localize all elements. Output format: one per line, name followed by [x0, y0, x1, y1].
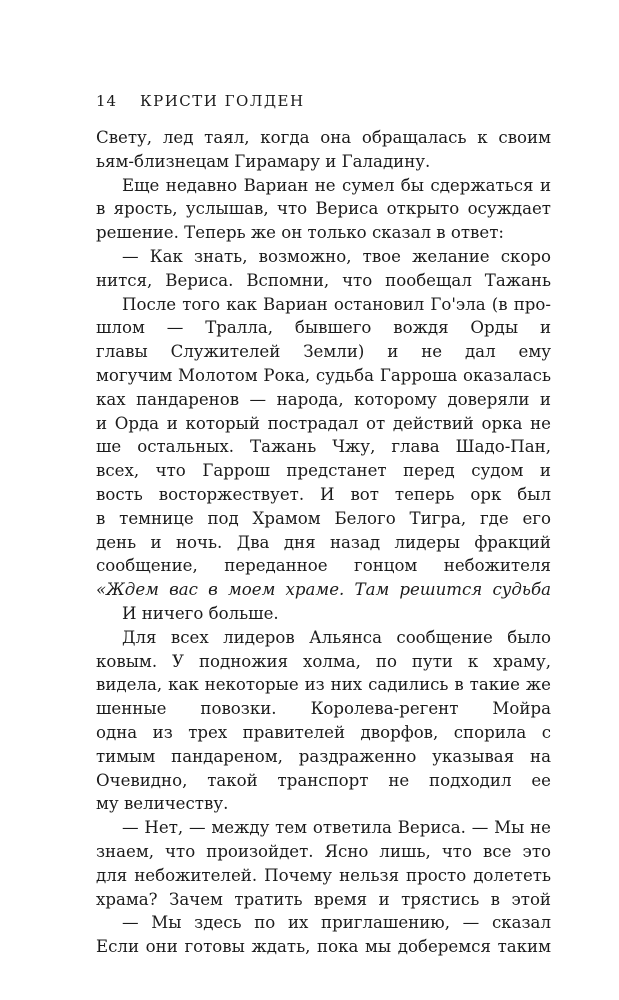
book-page [96, 88, 551, 959]
paragraph-5 [96, 602, 551, 626]
text-line: в темнице под Храмом Белого Тигра, где его [96, 508, 551, 528]
text-line: всех, что Гаррош предстанет перед судом и [96, 461, 551, 481]
text-line: решение. Теперь же он только сказал в ответ: [96, 223, 504, 243]
text-line: сообщение, переданное гонцом небожителя [96, 556, 551, 576]
text-line: знаем, что произойдет. Ясно лишь, что все это [96, 841, 551, 861]
text-line: нится, Вериса. Вспомни, что пообещал Тажань [96, 270, 551, 290]
body-text [96, 126, 551, 959]
text-line: вость восторжествует. И вот теперь орк был [96, 484, 551, 504]
text-line: видела, как некоторые из них садились в такие же [96, 675, 551, 695]
paragraph-8 [96, 911, 551, 959]
text-line: день и ночь. Два дня назад лидеры фракций [96, 532, 551, 552]
text-line: ковым. У подножия холма, по пути к храму, [96, 651, 551, 671]
text-line: му величеству. [96, 794, 229, 814]
text-line: ках пандаренов — народа, которому доверяли и [96, 389, 551, 409]
text-line: могучим Молотом Рока, судьба Гарроша оказалась [96, 365, 551, 385]
paragraph-4 [96, 293, 551, 602]
text-line: Очевидно, такой транспорт не подходил ее [96, 770, 551, 790]
text-line: одна из трех правителей дворфов, спорила с [96, 722, 551, 742]
text-line: И ничего больше. [122, 603, 279, 623]
running-header [96, 88, 551, 126]
text-line: — Как знать, возможно, твое желание скоро [122, 246, 551, 266]
text-line: главы Служителей Земли) и не дал ему [96, 342, 551, 362]
paragraph-6 [96, 626, 551, 816]
text-line: и Орда и который пострадал от действий орка не [96, 413, 551, 433]
text-line: Еще недавно Вариан не сумел бы сдержаться и [122, 175, 551, 195]
text-line: Для всех лидеров Альянса сообщение было [122, 627, 551, 647]
paragraph-3 [96, 245, 551, 293]
message-quote: «Ждем вас в моем храме. Там решится судьба [96, 580, 551, 600]
paragraph-7 [96, 816, 551, 911]
text-line: для небожителей. Почему нельзя просто долететь [96, 865, 551, 885]
text-line: в ярость, услышав, что Вериса открыто осуждает [96, 199, 551, 219]
text-line: После того как Вариан остановил Го'эла (в про- [122, 294, 551, 314]
paragraph-1 [96, 126, 551, 174]
text-line: Если они готовы ждать, пока мы доберемся таким [96, 937, 551, 957]
text-line: тимым пандареном, раздраженно указывая на [96, 746, 551, 766]
text-line: — Нет, — между тем ответила Вериса. — Мы не [122, 818, 551, 838]
text-line: шлом — Тралла, бывшего вождя Орды и [96, 318, 551, 338]
text-line: ше остальных. Тажань Чжу, глава Шадо-Пан, [96, 437, 551, 457]
text-line: ьям-близнецам Гирамару и Галадину. [96, 151, 431, 171]
text-line: — Мы здесь по их приглашению, — сказал [122, 913, 551, 933]
author-name: КРИСТИ ГОЛДЕН [140, 92, 305, 110]
text-line: Свету, лед таял, когда она обращалась к своим [96, 128, 551, 147]
page-number: 14 [96, 92, 118, 110]
text-line: храма? Зачем тратить время и трястись в этой [96, 889, 551, 909]
text-line: шенные повозки. Королева-регент Мойра [96, 699, 551, 719]
paragraph-2 [96, 174, 551, 245]
